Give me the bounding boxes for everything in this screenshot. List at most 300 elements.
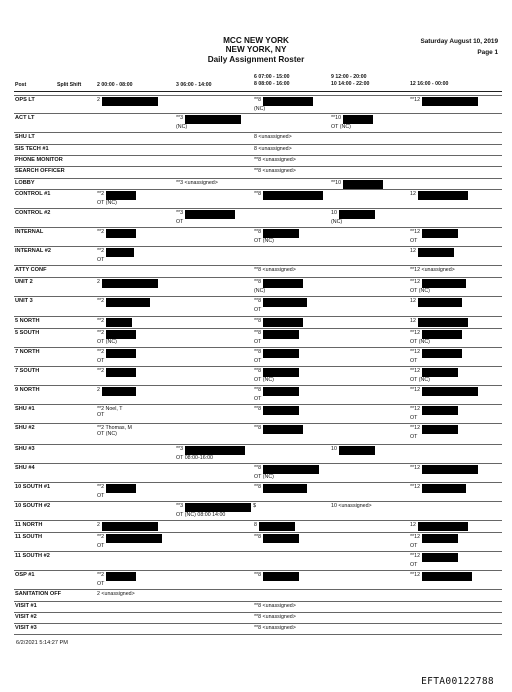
redaction-block (422, 368, 458, 377)
assignment-cell (410, 97, 478, 106)
assignment-cell (97, 349, 136, 364)
assignment-text: 8 <unassigned> (254, 134, 292, 140)
assignment-text: 12 (410, 318, 416, 324)
redaction-block (418, 298, 462, 307)
assignment-text: 10 <unassigned> (331, 503, 372, 509)
post-label: 10 SOUTH #2 (15, 503, 51, 509)
assignment-text: 2 (97, 522, 100, 528)
row-separator (14, 589, 502, 590)
assignment-text: **2 (97, 368, 105, 374)
row-separator (14, 178, 502, 179)
assignment-cell (97, 248, 134, 263)
assignment-text: **2 (97, 330, 105, 336)
print-timestamp: 6/2/2021 5:14:27 PM (16, 640, 68, 646)
assignment-text: 8 (254, 522, 257, 528)
redaction-block (102, 387, 136, 396)
assignment-text: **8 (254, 387, 262, 393)
assignment-text: **12 (410, 349, 421, 355)
assignment-cell (254, 425, 303, 434)
assignment-text: **12 (410, 229, 421, 235)
assignment-text: **3 (176, 503, 184, 509)
assignment-note: OT (254, 307, 262, 313)
assignment-text: **8 <unassigned> (254, 625, 296, 631)
assignment-text: **12 <unassigned> (410, 267, 455, 273)
post-label: ACT LT (15, 115, 35, 121)
assignment-text: 12 (410, 522, 416, 528)
assignment-cell (410, 553, 458, 568)
table-bottom-rule (14, 634, 502, 635)
assignment-text: **2 (97, 229, 105, 235)
redaction-block (422, 97, 478, 106)
assignment-text: **8 <unassigned> (254, 614, 296, 620)
row-separator (14, 265, 502, 266)
redaction-block (106, 484, 136, 493)
row-separator (14, 189, 502, 190)
post-label: SEARCH OFFICER (15, 168, 65, 174)
row-separator (14, 385, 502, 386)
assignment-cell (176, 180, 218, 186)
redaction-block (263, 484, 307, 493)
redaction-block (339, 210, 375, 219)
assignment-cell (410, 298, 462, 307)
assignment-text: **2 (97, 298, 105, 304)
assignment-cell (254, 318, 303, 327)
row-separator (14, 132, 502, 133)
assignment-text: **2 (97, 349, 105, 355)
row-separator (14, 551, 502, 552)
col-shift-3: 3 06:00 - 14:00 (176, 82, 212, 88)
redaction-block (418, 191, 468, 200)
assignment-text: **10 (331, 115, 342, 121)
post-label: SHU #1 (15, 406, 35, 412)
assignment-text: **8 (254, 229, 262, 235)
assignment-note: OT (97, 581, 105, 587)
assignment-note: OT (410, 358, 418, 364)
col-shift-6: 6 07:00 - 15:00 (254, 74, 290, 80)
row-separator (14, 404, 502, 405)
post-label: INTERNAL #2 (15, 248, 51, 254)
assignment-text: 2 (97, 97, 100, 103)
redaction-block (263, 97, 313, 106)
row-separator (14, 423, 502, 424)
assignment-text: **3 (176, 446, 184, 452)
row-separator (14, 482, 502, 483)
assignment-note: (NC) (176, 124, 188, 130)
redaction-block (343, 115, 373, 124)
assignment-cell (410, 191, 468, 200)
assignment-cell (254, 330, 299, 345)
assignment-text: **8 (254, 279, 262, 285)
redaction-block (185, 210, 235, 219)
assignment-text: **8 (254, 191, 262, 197)
row-separator (14, 144, 502, 145)
assignment-cell (254, 603, 296, 609)
redaction-block (418, 522, 468, 531)
post-label: 11 SOUTH (15, 534, 43, 540)
assignment-cell (97, 484, 136, 499)
assignment-note: OT (97, 257, 105, 263)
assignment-note: OT (97, 493, 105, 499)
row-separator (14, 570, 502, 571)
assignment-note: OT (410, 238, 418, 244)
assignment-cell (410, 425, 458, 440)
assignment-text: **12 (410, 97, 421, 103)
post-label: SHU LT (15, 134, 35, 140)
redaction-block (422, 425, 458, 434)
redaction-block (422, 279, 466, 288)
assignment-cell (254, 191, 323, 200)
post-label: UNIT 3 (15, 298, 33, 304)
assignment-cell (254, 279, 303, 294)
redaction-block (422, 229, 458, 238)
assignment-text: **12 (410, 553, 421, 559)
post-label: SHU #2 (15, 425, 35, 431)
post-label: CONTROL #1 (15, 191, 51, 197)
redaction-block (185, 446, 245, 455)
post-label: INTERNAL (15, 229, 44, 235)
assignment-cell (176, 210, 235, 225)
row-separator (14, 155, 502, 156)
assignment-text: **2 (97, 191, 105, 197)
assignment-cell (410, 267, 455, 273)
assignment-cell (254, 368, 299, 383)
redaction-block (263, 406, 299, 415)
assignment-cell (176, 446, 245, 461)
redaction-block (106, 534, 162, 543)
post-label: 10 SOUTH #1 (15, 484, 51, 490)
post-label: 5 NORTH (15, 318, 40, 324)
assignment-cell (97, 425, 132, 437)
redaction-block (263, 318, 303, 327)
post-label: OPS LT (15, 97, 35, 103)
redaction-block (102, 279, 158, 288)
assignment-note: OT (NC) 08:00 14:00 (176, 512, 226, 518)
assignment-cell (176, 115, 241, 130)
assignment-text: **8 (254, 318, 262, 324)
assignment-text: **8 (254, 298, 262, 304)
redaction-block (422, 465, 478, 474)
post-label: VISIT #2 (15, 614, 37, 620)
assignment-cell (254, 534, 299, 543)
assignment-text: **8 <unassigned> (254, 267, 296, 273)
redaction-block (106, 318, 132, 327)
assignment-text: **12 (410, 534, 421, 540)
post-label: 7 NORTH (15, 349, 40, 355)
assignment-note: OT (NC) (97, 339, 117, 345)
assignment-cell (254, 572, 299, 581)
row-separator (14, 246, 502, 247)
assignment-cell (410, 406, 458, 421)
assignment-note: OT (410, 415, 418, 421)
assignment-text: **8 (254, 330, 262, 336)
redaction-block (185, 115, 241, 124)
row-separator (14, 277, 502, 278)
redaction-block (422, 553, 458, 562)
col-split-shift: Split Shift (57, 82, 82, 88)
redaction-block (263, 279, 303, 288)
assignment-cell (97, 387, 136, 396)
redaction-block (422, 349, 462, 358)
row-separator (14, 501, 502, 502)
post-label: ATTY CONF (15, 267, 47, 273)
assignment-cell (97, 97, 158, 106)
roster-date: Saturday August 10, 2019 (420, 38, 498, 45)
assignment-text: **8 (254, 484, 262, 490)
row-separator (14, 612, 502, 613)
assignment-text: **3 <unassigned> (176, 180, 218, 186)
redaction-block (263, 465, 319, 474)
assignment-cell (254, 146, 292, 152)
redaction-block (259, 522, 295, 531)
assignment-note: OT (176, 219, 184, 225)
assignment-cell (254, 465, 319, 480)
row-separator (14, 328, 502, 329)
assignment-cell (410, 248, 454, 257)
redaction-block (418, 318, 468, 327)
assignment-cell (97, 522, 158, 531)
assignment-text: **8 <unassigned> (254, 168, 296, 174)
redaction-block (422, 387, 478, 396)
bates-number: EFTA00122788 (421, 676, 494, 687)
assignment-text: **12 (410, 425, 421, 431)
assignment-text: 2 (97, 387, 100, 393)
assignment-cell (97, 318, 132, 327)
assignment-note: OT (410, 434, 418, 440)
assignment-cell (410, 484, 466, 493)
post-label: LOBBY (15, 180, 35, 186)
redaction-block (263, 330, 299, 339)
post-label: VISIT #1 (15, 603, 37, 609)
assignment-note: OT (254, 339, 262, 345)
col-shift-2: 2 00:00 - 08:00 (97, 82, 133, 88)
assignment-cell (97, 368, 136, 377)
assignment-cell (254, 267, 296, 273)
assignment-text: **8 (254, 349, 262, 355)
post-label: UNIT 2 (15, 279, 33, 285)
assignment-cell (331, 503, 372, 509)
assignment-cell (410, 318, 468, 327)
row-separator (14, 113, 502, 114)
assignment-text: **12 (410, 330, 421, 336)
assignment-cell (410, 330, 462, 345)
row-separator (14, 227, 502, 228)
col-shift-9: 9 12:00 - 20:00 (331, 74, 367, 80)
redaction-block (422, 484, 466, 493)
assignment-text: **8 (254, 534, 262, 540)
assignment-cell (97, 279, 158, 288)
row-separator (14, 208, 502, 209)
assignment-cell (410, 279, 466, 294)
assignment-text: **8 (254, 368, 262, 374)
roster-title: Daily Assignment Roster (207, 55, 305, 64)
page-number: Page 1 (477, 49, 498, 56)
assignment-cell (97, 572, 136, 587)
assignment-note: OT (410, 543, 418, 549)
org-city: NEW YORK, NY (225, 45, 287, 54)
redaction-block (263, 229, 299, 238)
post-label: CONTROL #2 (15, 210, 51, 216)
header-rule (14, 91, 502, 92)
redaction-block (422, 330, 462, 339)
assignment-cell (254, 522, 295, 531)
post-label: SIS TECH #1 (15, 146, 49, 152)
post-label: 11 NORTH (15, 522, 43, 528)
assignment-cell (254, 157, 296, 163)
assignment-text: **2 (97, 248, 105, 254)
assignment-note: OT (410, 562, 418, 568)
assignment-text: **12 (410, 572, 421, 578)
assignment-note: OT (254, 358, 262, 364)
redaction-block (106, 330, 136, 339)
assignment-cell (254, 168, 296, 174)
assignment-note: (NC) (331, 219, 343, 225)
post-label: SANITATION OFF (15, 591, 62, 597)
col-shift-10: 10 14:00 - 22:00 (331, 81, 370, 87)
post-label: 7 SOUTH (15, 368, 40, 374)
redaction-block (263, 298, 307, 307)
assignment-cell (97, 591, 135, 597)
assignment-text: **12 (410, 465, 421, 471)
row-separator (14, 347, 502, 348)
assignment-text: **12 (410, 368, 421, 374)
assignment-cell (331, 446, 375, 455)
assignment-text: **8 (254, 406, 262, 412)
assignment-note: OT (NC) (254, 238, 274, 244)
redaction-block (422, 534, 458, 543)
assignment-text: 2 (97, 279, 100, 285)
assignment-cell (410, 387, 478, 396)
redaction-block (106, 191, 136, 200)
redaction-block (263, 387, 299, 396)
assignment-cell (254, 97, 313, 112)
post-label: VISIT #3 (15, 625, 37, 631)
row-separator (14, 532, 502, 533)
redaction-block (106, 349, 136, 358)
row-separator (14, 166, 502, 167)
assignment-cell (331, 180, 383, 189)
assignment-note: OT (NC) (410, 288, 430, 294)
row-separator (14, 463, 502, 464)
assignment-cell (410, 465, 478, 474)
redaction-block (106, 572, 136, 581)
redaction-block (263, 349, 299, 358)
redaction-block (106, 229, 136, 238)
assignment-text: 10 (331, 210, 337, 216)
assignment-text: 12 (410, 298, 416, 304)
assignment-text: 10 (331, 446, 337, 452)
col-shift-12: 12 16:00 - 00:00 (410, 81, 449, 87)
redaction-block (422, 572, 472, 581)
assignment-cell (410, 368, 458, 383)
row-separator (14, 95, 502, 96)
redaction-block (339, 446, 375, 455)
redaction-block (263, 425, 303, 434)
assignment-cell (331, 210, 375, 225)
assignment-cell (410, 349, 462, 364)
row-separator (14, 520, 502, 521)
assignment-text: **2 (97, 318, 105, 324)
assignment-cell (410, 229, 458, 244)
assignment-cell (176, 503, 256, 518)
post-label: 9 NORTH (15, 387, 40, 393)
assignment-note: OT (NC) (97, 431, 117, 438)
assignment-note: OT (254, 396, 262, 402)
assignment-note: OT (NC) (331, 124, 351, 130)
assignment-note: OT 08:00-16:00 (176, 455, 214, 461)
assignment-cell (97, 330, 136, 345)
assignment-cell (410, 522, 468, 531)
post-label: PHONE MONITOR (15, 157, 63, 163)
redaction-block (102, 522, 158, 531)
assignment-note: (NC) (254, 288, 266, 294)
assignment-cell (254, 625, 296, 631)
assignment-text: **8 (254, 572, 262, 578)
assignment-text: **2 (97, 572, 105, 578)
assignment-cell (97, 406, 123, 418)
col-post: Post (15, 82, 27, 88)
redaction-block (343, 180, 383, 189)
assignment-text: 2 <unassigned> (97, 591, 135, 597)
assignment-text: 12 (410, 248, 416, 254)
assignment-text: 8 <unassigned> (254, 146, 292, 152)
redaction-block (422, 406, 458, 415)
row-separator (14, 366, 502, 367)
redaction-block (263, 191, 323, 200)
redaction-block (263, 534, 299, 543)
assignment-cell (254, 614, 296, 620)
assignment-text: **3 (176, 115, 184, 121)
assignment-cell (254, 406, 299, 415)
assignment-text: **10 (331, 180, 342, 186)
org-name: MCC NEW YORK (223, 36, 289, 45)
assignment-extra: $ (253, 503, 257, 509)
assignment-cell (254, 349, 299, 364)
assignment-note: (NC) (254, 106, 266, 112)
post-label: 5 SOUTH (15, 330, 40, 336)
assignment-note: OT (97, 358, 105, 364)
post-label: OSP #1 (15, 572, 35, 578)
col-shift-8: 8 08:00 - 16:00 (254, 81, 290, 87)
row-separator (14, 296, 502, 297)
assignment-text: **12 (410, 279, 421, 285)
assignment-cell (410, 572, 472, 581)
row-separator (14, 601, 502, 602)
assignment-note: OT (97, 543, 105, 549)
assignment-text: **8 (254, 465, 262, 471)
assignment-text: **2 Noel, T (97, 406, 123, 412)
redaction-block (102, 97, 158, 106)
post-label: 11 SOUTH #2 (15, 553, 50, 559)
assignment-text: **2 Thomas, M (97, 425, 132, 431)
redaction-block (263, 368, 299, 377)
assignment-text: **3 (176, 210, 184, 216)
assignment-cell (331, 115, 373, 130)
redaction-block (106, 298, 150, 307)
assignment-note: OT (NC) (97, 200, 117, 206)
assignment-cell (254, 387, 299, 402)
redaction-block (106, 248, 134, 257)
assignment-cell (254, 298, 307, 313)
redaction-block (185, 503, 251, 512)
assignment-cell (254, 484, 307, 493)
post-label: SHU #4 (15, 465, 35, 471)
redaction-block (106, 368, 136, 377)
assignment-text: **12 (410, 484, 421, 490)
assignment-note: OT (97, 412, 105, 419)
assignment-note: OT (NC) (254, 474, 274, 480)
assignment-cell (97, 534, 162, 549)
assignment-note: OT (NC) (254, 377, 274, 383)
